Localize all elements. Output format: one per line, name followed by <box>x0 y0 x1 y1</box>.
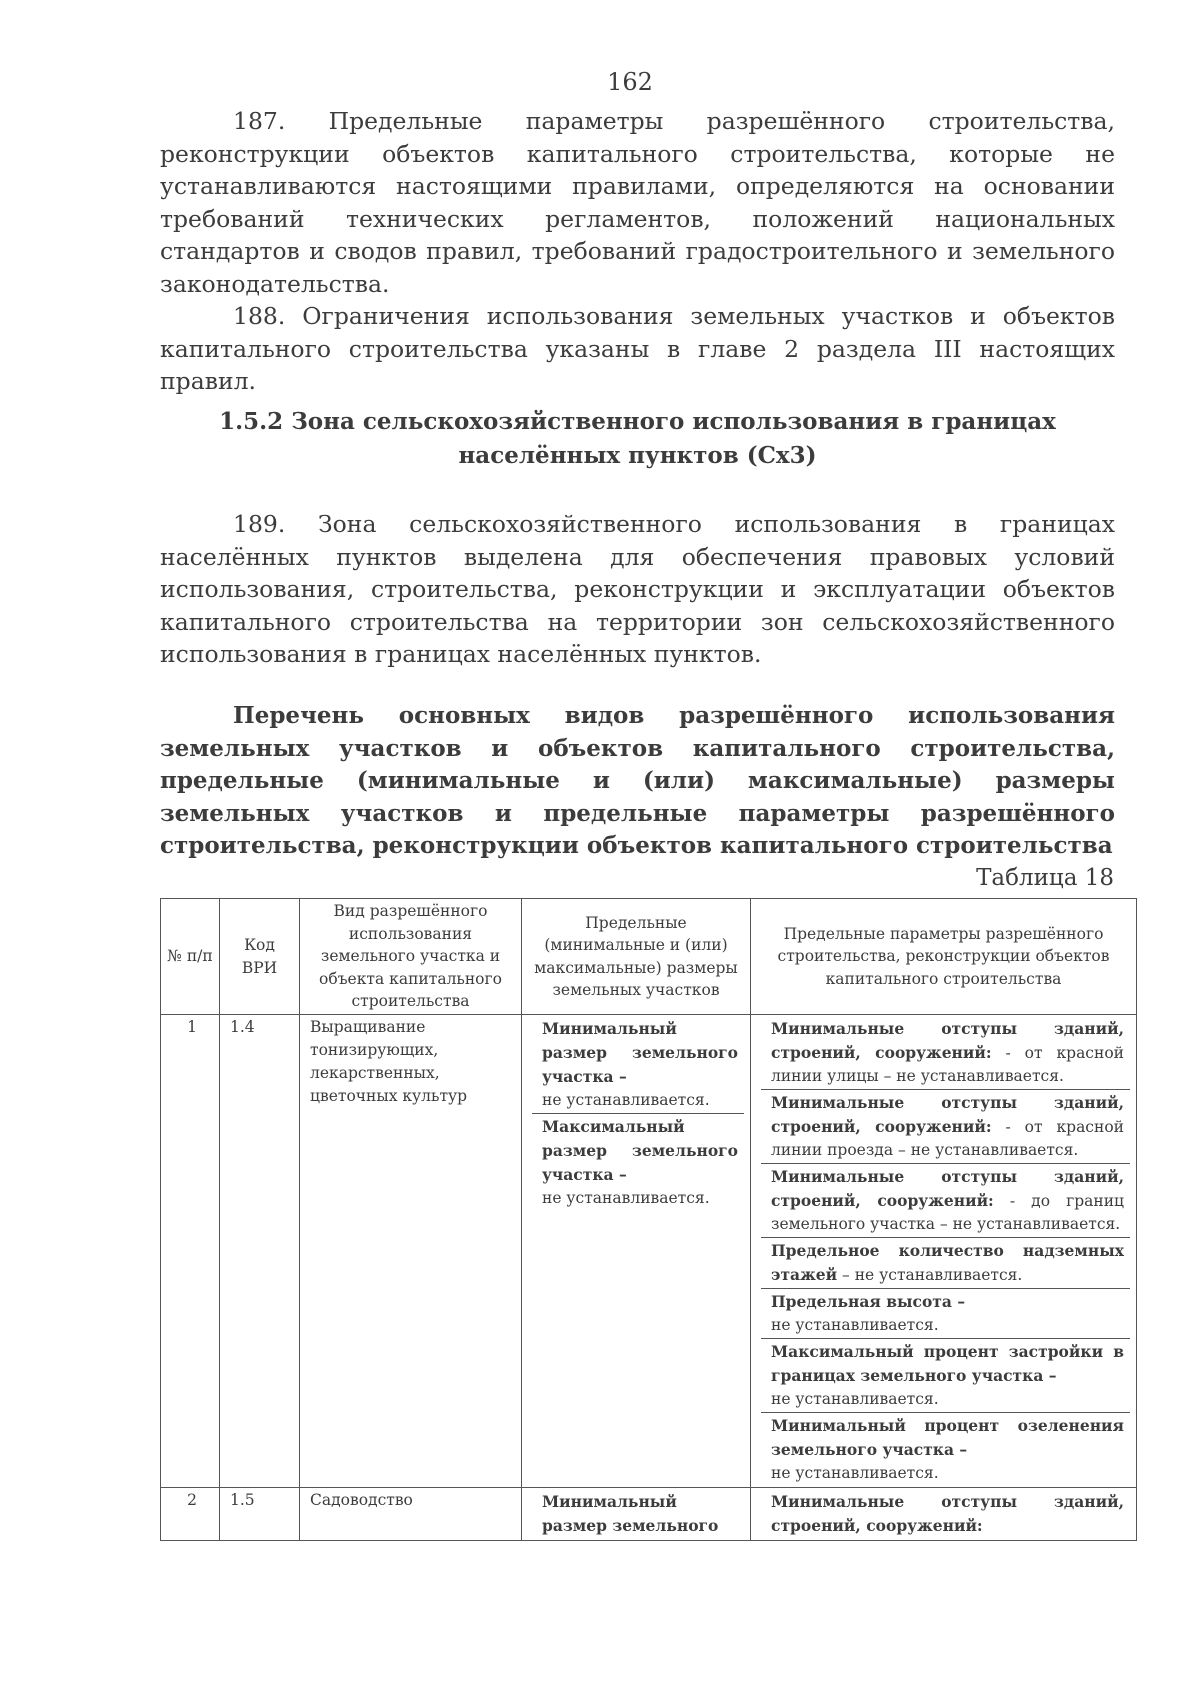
param-item-value: не устанавливается. <box>771 1464 939 1482</box>
row-sizes <box>522 1015 751 1488</box>
param-item-title: Предельная высота – <box>771 1292 966 1311</box>
param-item-title: Минимальный процент озеленения земельного участка – <box>771 1416 1124 1459</box>
header-params: Предельные параметры разрешённого строительства, реконструкции объектов капитального строительства <box>751 899 1137 1015</box>
header-num: № п/п <box>161 899 220 1015</box>
param-item-value: - до границ земельного участка – не устанавливается. <box>771 1192 1124 1233</box>
param-item <box>761 1238 1130 1289</box>
size-item <box>532 1489 744 1539</box>
param-item-title: Максимальный процент застройки в границах земельного участка – <box>771 1342 1124 1385</box>
row-params <box>751 1015 1137 1488</box>
row-use: Выращивание тонизирующих, лекарственных, цветочных культур <box>300 1015 522 1488</box>
param-item-value: не устанавливается. <box>771 1316 939 1334</box>
row-num: 1 <box>161 1015 220 1488</box>
param-item <box>761 1413 1130 1486</box>
paragraph-187: 187. Предельные параметры разрешённого строительства, реконструкции объектов капитального строительства, которые не устанавливаются настоящими правилами, определяются на основании требований технических регламентов, положений национальных стандартов и сводов правил, требований градостроительного и земельного законодательства. <box>160 107 1115 298</box>
size-item-title: Минимальный размер земельного участка – <box>542 1019 738 1086</box>
row-sizes <box>522 1488 751 1541</box>
header-code: Код ВРИ <box>220 899 300 1015</box>
table-label: Таблица 18 <box>976 865 1114 891</box>
param-item-title: Предельное количество надземных этажей <box>771 1241 1124 1284</box>
row-use: Садоводство <box>300 1488 522 1541</box>
table-header-row <box>161 899 1137 1015</box>
row-num: 2 <box>161 1488 220 1541</box>
size-item <box>532 1114 744 1211</box>
param-item <box>761 1016 1130 1090</box>
intro-text <box>160 105 1115 398</box>
size-item <box>532 1016 744 1114</box>
row-code: 1.5 <box>220 1488 300 1541</box>
section-heading: 1.5.2 Зона сельскохозяйственного использования в границах населённых пунктов (Сх3) <box>219 408 1056 469</box>
param-item <box>761 1489 1130 1539</box>
paragraph-188: 188. Ограничения использования земельных участков и объектов капитального строительства указаны в главе 2 раздела III настоящих правил. <box>160 302 1115 395</box>
param-item <box>761 1164 1130 1238</box>
param-item-value: не устанавливается. <box>771 1390 939 1408</box>
zone-description <box>160 508 1115 671</box>
param-item <box>761 1289 1130 1339</box>
list-heading: Перечень основных видов разрешённого использования земельных участков и объектов капитального строительства, предельные (минимальные и (или) максимальные) размеры земельных участков и предельные параметры разрешённого строительства, реконструкции объектов капитального строительства <box>160 702 1115 860</box>
param-item-title: Минимальные отступы зданий, строений, сооружений: <box>771 1167 1124 1210</box>
param-item-value: - от красной линии проезда – не устанавливается. <box>771 1118 1124 1159</box>
size-item-value: не устанавливается. <box>542 1091 710 1109</box>
page-number: 162 <box>607 68 653 96</box>
table-row <box>161 1488 1137 1541</box>
param-item-title: Минимальные отступы зданий, строений, сооружений: <box>771 1492 1124 1535</box>
row-code: 1.4 <box>220 1015 300 1488</box>
param-item <box>761 1339 1130 1413</box>
param-item-value: - от красной линии улицы – не устанавливается. <box>771 1044 1124 1085</box>
size-item-value: не устанавливается. <box>542 1189 710 1207</box>
header-use: Вид разрешённого использования земельного участка и объекта капитального строительства <box>300 899 522 1015</box>
header-sizes: Предельные (минимальные и (или) максимальные) размеры земельных участков <box>522 899 751 1015</box>
param-item <box>761 1090 1130 1164</box>
param-item-title: Минимальные отступы зданий, строений, сооружений: <box>771 1019 1124 1062</box>
size-item-title: Максимальный размер земельного участка – <box>542 1117 738 1184</box>
param-item-value: – не устанавливается. <box>837 1266 1023 1284</box>
regulations-table <box>160 898 1137 1541</box>
row-params <box>751 1488 1137 1541</box>
param-item-title: Минимальные отступы зданий, строений, сооружений: <box>771 1093 1124 1136</box>
paragraph-189: 189. Зона сельскохозяйственного использования в границах населённых пунктов выделена для обеспечения правовых условий использования, строительства, реконструкции и эксплуатации объектов капитального строительства на территории зон сельскохозяйственного использования в границах населённых пунктов. <box>160 510 1115 668</box>
table-row <box>161 1015 1137 1488</box>
size-item-title: Минимальный размер земельного <box>542 1492 719 1535</box>
